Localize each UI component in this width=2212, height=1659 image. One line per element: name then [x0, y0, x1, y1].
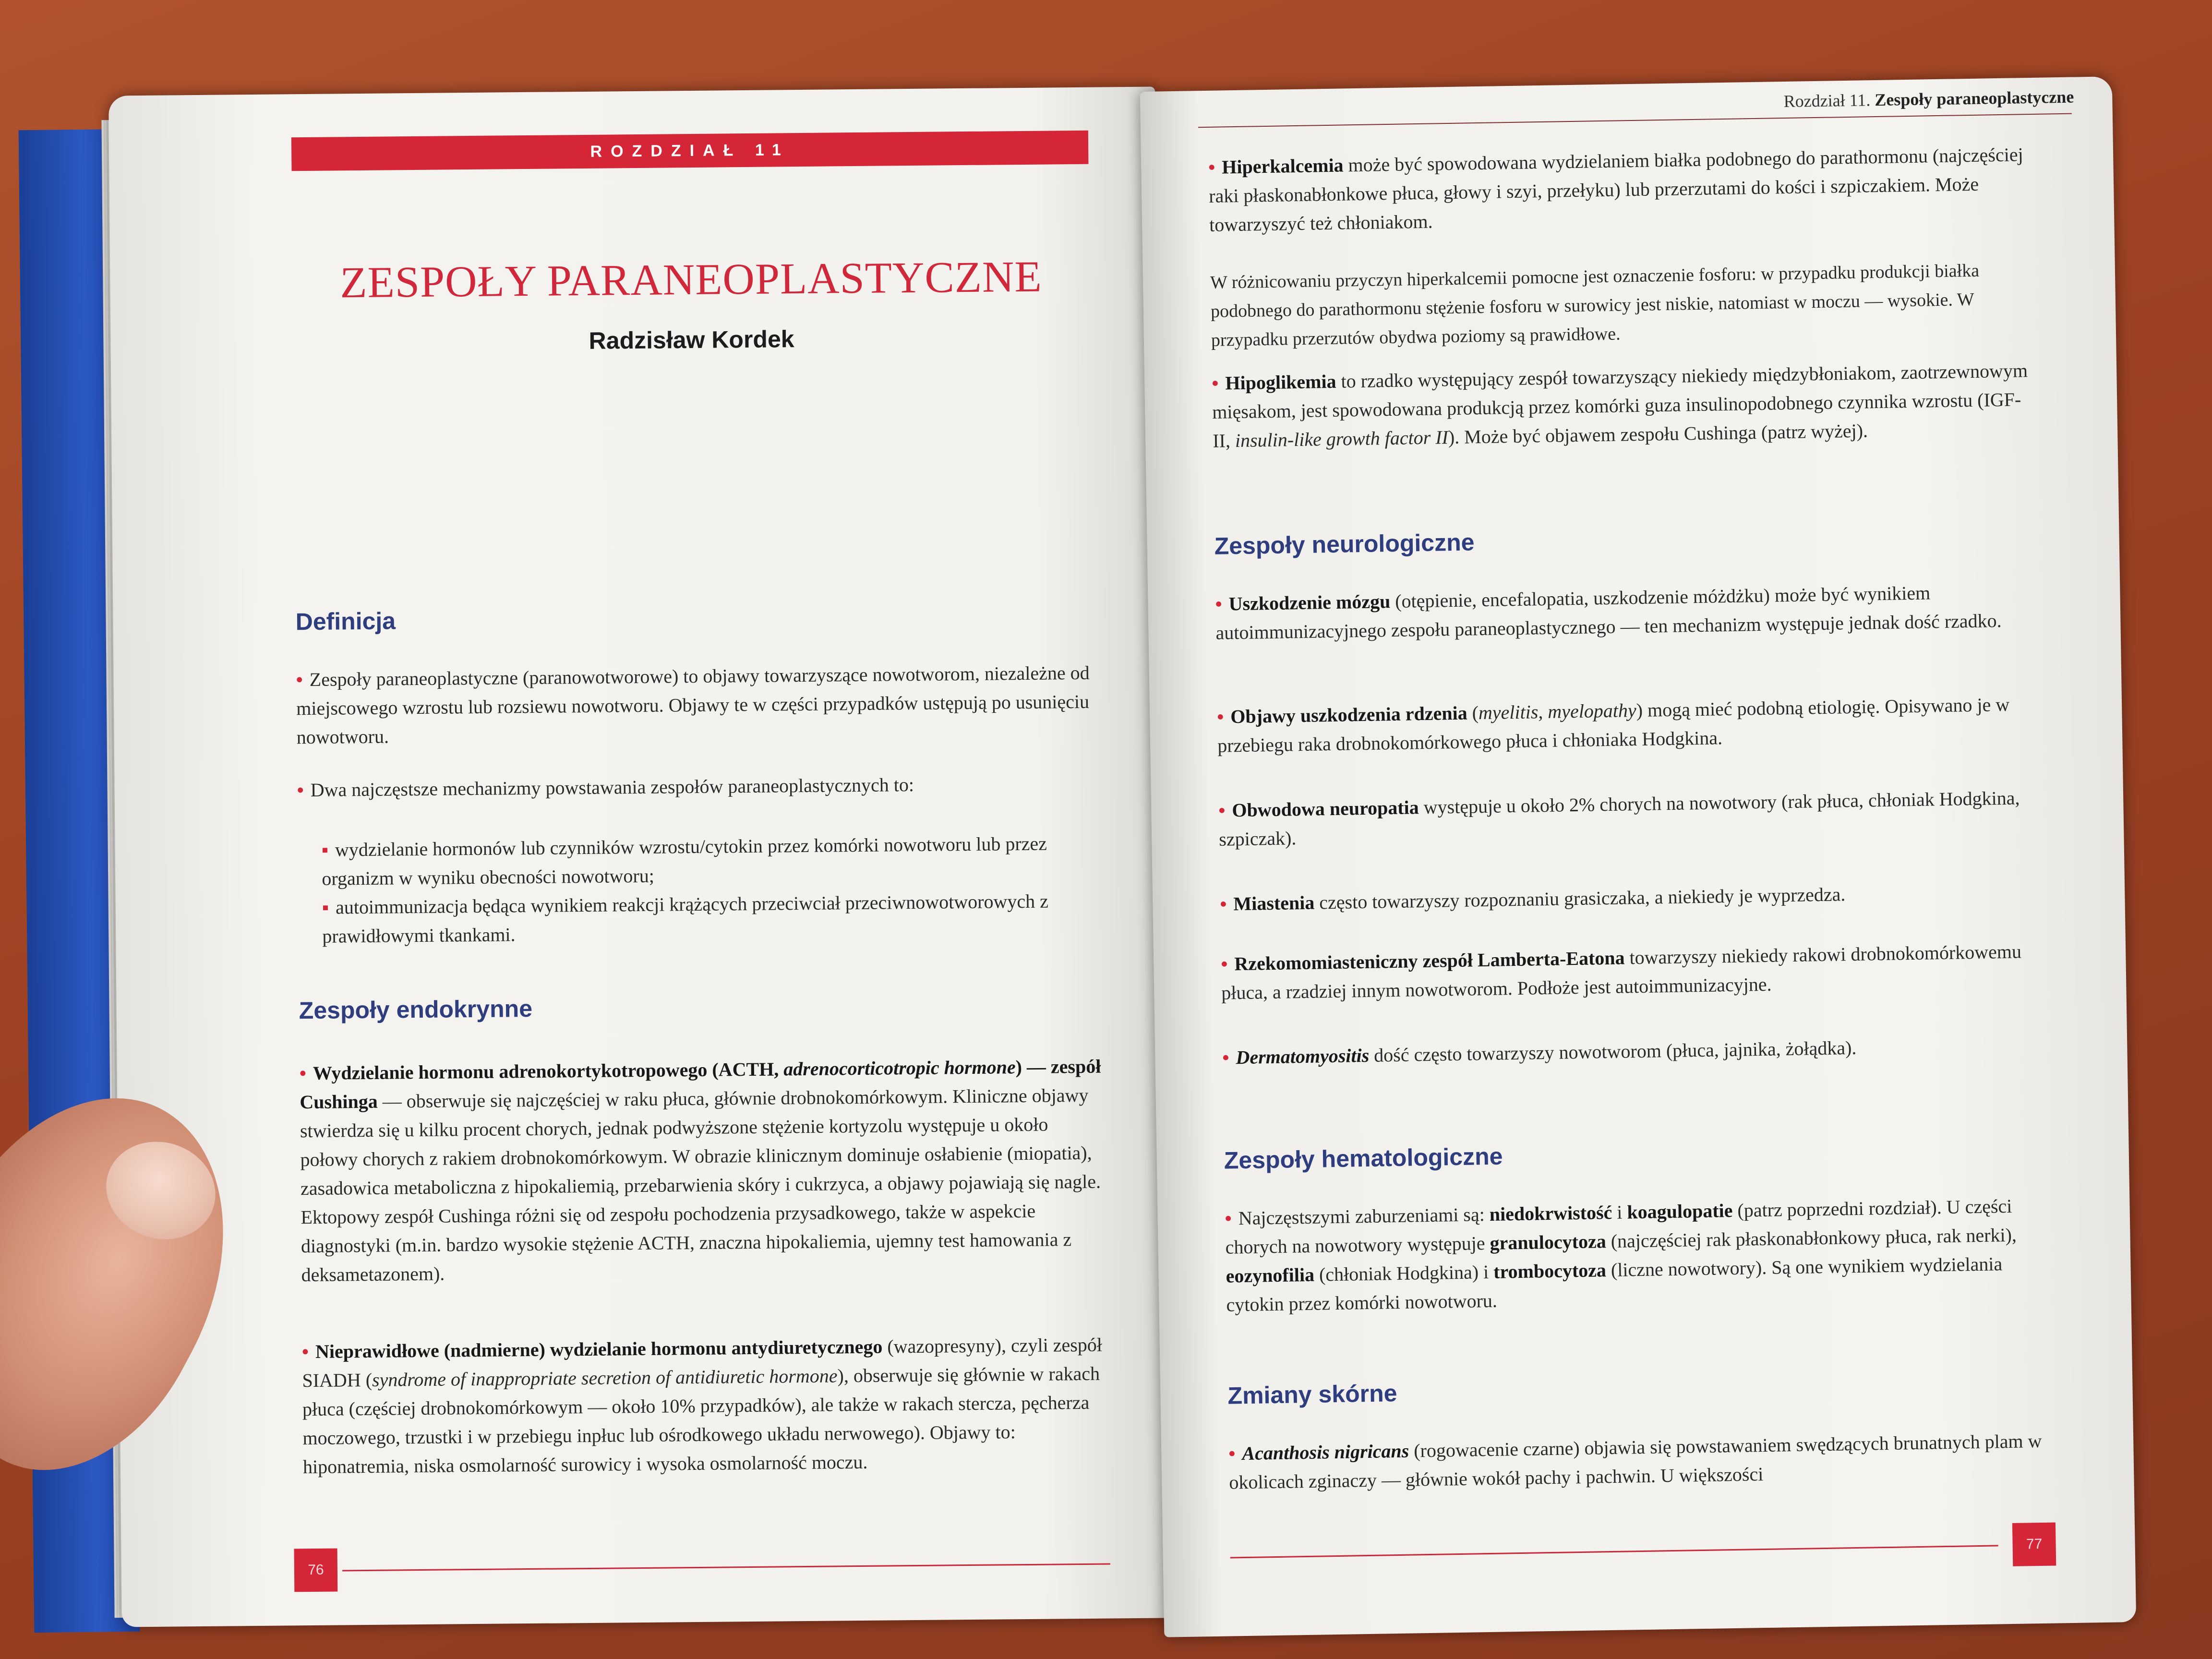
chapter-title: ZESPOŁY PARANEOPLASTYCZNE — [339, 252, 1043, 307]
bullet-icon: • — [1220, 893, 1227, 915]
paragraph: • Hiperkalcemia może być spowodowana wydzielaniem białka podobnego do parathormonu (najczęściej raki płaskonabłonkowe płuca, głowy i szyi, przełyku) lub przerzutami do kości i szpiczakiem. Może towarzyszyć też chłoniakom. — [1208, 144, 2023, 236]
paragraph: • Najczęstszymi zaburzeniami są: niedokrwistość i koagulopatie (patrz poprzedni rozdział). U części chorych na nowotwory występuje granulocytoza (najczęściej rak płaskonabłonkowy płuca, rak nerki), eozynofilia (chłoniak Hodgkina) i trombocytoza (liczne nowotwory). Są one wynikiem wydzielania cytokin przez komórki nowotworu. — [1225, 1195, 2017, 1316]
paragraph: • Objawy uszkodzenia rdzenia (myelitis, myelopathy) mogą mieć podobną etiologię. Opisywano je w przebiegu raka drobnokomórkowego płuca i chłoniaka Hodgkina. — [1216, 693, 2010, 757]
paragraph: • Uszkodzenie mózgu (otępienie, encefalopatia, uszkodzenie móżdżku) może być wynikiem autoimmunizacyjnego zespołu paraneoplastycznego — ten mechanizm występuje jednak dość rzadko. — [1215, 582, 2002, 644]
paragraph: W różnicowaniu przyczyn hiperkalcemii pomocne jest oznaczenie fosforu: w przypadku produkcji białka podobnego do parathormonu stężenie fosforu w surowicy jest niskie, natomiast w moczu — wysokie. W przypadku przerzutów obydwa poziomy są prawidłowe. — [1210, 260, 1980, 350]
chapter-label: ROZDZIAŁ 11 — [291, 131, 1089, 171]
list-item: ▪ autoimmunizacja będąca wynikiem reakcji krążących przeciwciał przeciwnowotworowych z prawidłowymi tkankami. — [322, 890, 1049, 947]
bullet-icon: • — [1216, 706, 1224, 728]
footer-rule — [1230, 1545, 1998, 1558]
right-page — [1140, 76, 2136, 1637]
bullet-icon: • — [1225, 1207, 1232, 1229]
paragraph: • Dermatomyositis dość często towarzyszy nowotworom (płuca, jajnika, żołądka). — [1222, 1036, 1857, 1069]
bullet-icon: • — [1215, 593, 1222, 615]
bullet-icon: ▪ — [322, 896, 329, 918]
footer-rule — [342, 1563, 1110, 1571]
heading-definicja: Definicja — [295, 607, 396, 636]
left-page — [108, 87, 1168, 1627]
bullet-icon: • — [301, 1341, 309, 1363]
paragraph: • Nieprawidłowe (nadmierne) wydzielanie hormonu antydiuretycznego (wazopresyny), czyli zespół SIADH (syndrome of inappropriate secretion of antidiuretic hormone), obserwuje się głównie w rakach płuca (częściej drobnokomórkowym — około 10% przypadków), ale także w rakach stercza, pęcherza moczowego, trzustki i w przebiegu inpłuc lub ośrodkowego układu nerwowego). Objawy to: hiponatremia, niska osmolarność surowicy i wysoka osmolarność moczu. — [301, 1334, 1103, 1478]
author: Radzisław Kordek — [589, 325, 794, 354]
bullet-icon: • — [1228, 1443, 1236, 1465]
heading-endokrynne: Zespoły endokrynne — [299, 995, 533, 1024]
bullet-icon: • — [1218, 799, 1226, 821]
bullet-icon: • — [296, 669, 303, 691]
header-rule — [1198, 113, 2072, 128]
heading-neurologiczne: Zespoły neurologiczne — [1214, 529, 1475, 560]
paragraph: • Miastenia często towarzyszy rozpoznaniu grasiczaka, a niekiedy je wyprzedza. — [1220, 883, 1846, 915]
bullet-icon: • — [1208, 156, 1215, 178]
heading-skorne: Zmiany skórne — [1227, 1380, 1397, 1409]
paragraph: • Rzekomomiasteniczny zespół Lamberta-Eatona towarzyszy niekiedy rakowi drobnokomórkowemu płuca, a rzadziej innym nowotworom. Podłoże jest autoimmunizacyjne. — [1221, 940, 2022, 1004]
bullet-icon: • — [1221, 953, 1228, 975]
page-number: 76 — [294, 1549, 338, 1592]
paragraph: • Dwa najczęstsze mechanizmy powstawania zespołów paraneoplastycznych to: — [297, 773, 914, 801]
running-head: Rozdział 11. Zespoły paraneoplastyczne — [1783, 87, 2074, 111]
list-item: ▪ wydzielanie hormonów lub czynników wzrostu/cytokin przez komórki nowotworu lub przez organizm w wyniku obecności nowotworu; — [321, 832, 1047, 890]
bullet-icon: • — [1222, 1046, 1229, 1069]
bullet-icon: • — [1212, 372, 1219, 394]
heading-hematologiczne: Zespoły hematologiczne — [1224, 1142, 1503, 1174]
bullet-icon: • — [297, 779, 304, 801]
paragraph: • Zespoły paraneoplastyczne (paranowotworowe) to objawy towarzyszące nowotworom, niezależne od miejscowego wzrostu lub rozsiewu nowotworu. Objawy te w części przypadków ustępują po usunięciu nowotworu. — [296, 661, 1090, 748]
paragraph: • Wydzielanie hormonu adrenokortykotropowego (ACTH, adrenocorticotropic hormone) — zespół Cushinga — obserwuje się najczęściej w raku płuca, głównie drobnokomórkowym. Kliniczne objawy stwierdza się u kilku procent chorych, jednak podwyższone stężenie kortyzolu występuje u około połowy chorych z rakiem drobnokomórkowym. W obrazie klinicznym dominuje osłabienie (miopatia), zasadowica metaboliczna z hipokaliemią, przebarwienia skóry i cukrzyca, a objawy pojawiają się nagle. Ektopowy zespół Cushinga różni się od zespołu pochodzenia przysadkowego, także w aspekcie diagnostyki (m.in. bardzo wysokie stężenie ACTH, znaczna hipokaliemia, ujemny test hamowania z deksametazonem). — [299, 1055, 1101, 1286]
paragraph: • Obwodowa neuropatia występuje u około 2% chorych na nowotwory (rak płuca, chłoniak Hodgkina, szpiczak). — [1218, 787, 2020, 850]
bullet-icon: ▪ — [321, 839, 329, 861]
bullet-icon: • — [299, 1062, 307, 1084]
paragraph: • Acanthosis nigricans (rogowacenie czarne) objawia się powstawaniem swędzących brunatnych plam w okolicach zginaczy — głównie wokół pachy i pachwin. U większości — [1228, 1430, 2042, 1493]
paragraph: • Hipoglikemia to rzadko występujący zespół towarzyszący niekiedy międzybłoniakom, zaotrzewnowym mięsakom, jest spowodowana produkcją przez komórki guza insulinopodobnego czynnika wzrostu (IGF-II, insulin-like growth factor II). Może być objawem zespołu Cushinga (patrz wyżej). — [1212, 360, 2028, 452]
page-number: 77 — [2012, 1523, 2056, 1566]
